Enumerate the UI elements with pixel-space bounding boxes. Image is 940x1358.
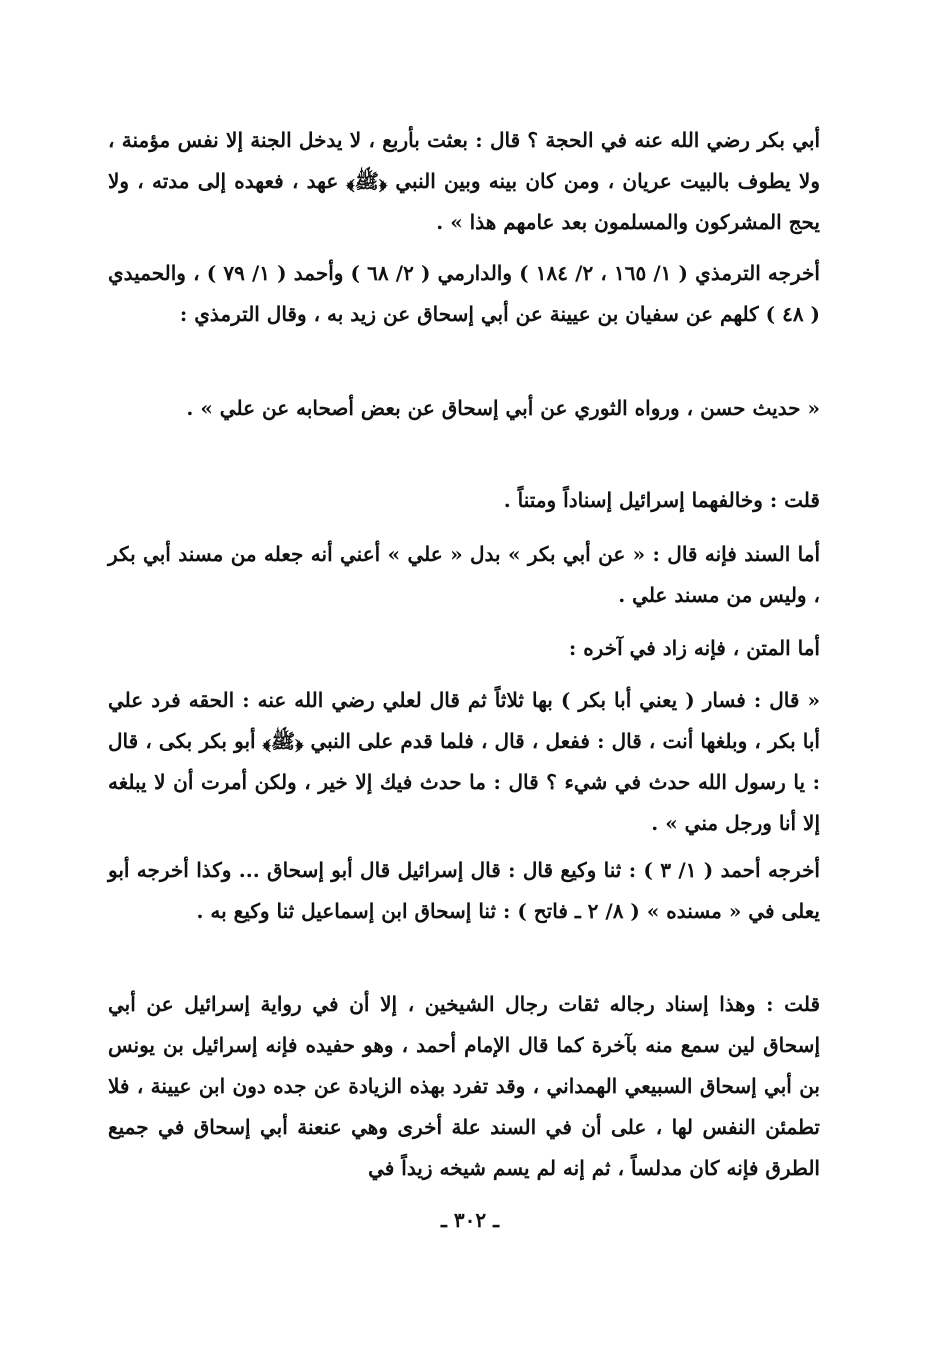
page-number: ـ ٣٠٢ ـ — [441, 1208, 499, 1232]
paragraph-tirmidhi-quote: « حديث حسن ، ورواه الثوري عن أبي إسحاق عن بعض أصحابه عن علي » . — [186, 396, 820, 420]
paragraph-isnad-assessment: قلت : وهذا إسناد رجاله ثقات رجال الشيخين ، إلا أن في رواية إسرائيل عن أبي إسحاق لين سمع منه بآخرة كما قال الإمام أحمد ، وهو حفيده فإنه إسرائيل بن يونس بن أبي إسحاق السبيعي الهمداني ، وقد تفرد بهذه الزيادة عن جده دون ابن عيينة ، فلا تطمئن النفس لها ، على أن في السند علة أخرى وهي عنعنة أبي إسحاق في جميع الطرق فإنه كان مدلساً ، ثم إنه لم يسم شيخه زيداً في — [108, 992, 820, 1180]
paragraph-sanad-difference: أما السند فإنه قال : « عن أبي بكر » بدل « علي » أعني أنه جعله من مسند أبي بكر ، وليس من مسند علي . — [108, 542, 820, 607]
paragraph-matn-addition-quote: « قال : فسار ( يعني أبا بكر ) بها ثلاثاً ثم قال لعلي رضي الله عنه : الحقه فرد علي أبا بكر ، وبلغها أنت ، قال : ففعل ، قال ، فلما قدم على النبي ﴿ﷺ﴾ أبو بكر بكى ، قال : يا رسول الله حدث في شيء ؟ قال : ما حدث فيك إلا خير ، ولكن أمرت أن لا يبلغه إلا أنا ورجل مني » . — [108, 688, 820, 835]
paragraph-matn-addition-intro: أما المتن ، فإنه زاد في آخره : — [568, 636, 820, 660]
paragraph-israil-contradiction: قلت : وخالفهما إسرائيل إسناداً ومتناً . — [503, 488, 820, 512]
paragraph-takhrij-tirmidhi: أخرجه الترمذي ( ١/ ١٦٥ ، ٢/ ١٨٤ ) والدارمي ( ٢/ ٦٨ ) وأحمد ( ١/ ٧٩ ) ، والحميدي ( ٤٨ ) كلهم عن سفيان بن عيينة عن أبي إسحاق عن زيد به ، وقال الترمذي : — [108, 261, 820, 326]
paragraph-hadith-continuation: أبي بكر رضي الله عنه في الحجة ؟ قال : بعثت بأربع ، لا يدخل الجنة إلا نفس مؤمنة ، ولا يطوف بالبيت عريان ، ومن كان بينه وبين النبي ﴿ﷺ﴾ عهد ، فعهده إلى مدته ، ولا يحج المشركون والمسلمون بعد عامهم هذا » . — [108, 128, 820, 234]
paragraph-takhrij-ahmad: أخرجه أحمد ( ١/ ٣ ) : ثنا وكيع قال : قال إسرائيل قال أبو إسحاق ... وكذا أخرجه أبو يعلى في « مسنده » ( ٨/ ٢ ـ فاتح ) : ثنا إسحاق ابن إسماعيل ثنا وكيع به . — [108, 858, 820, 923]
